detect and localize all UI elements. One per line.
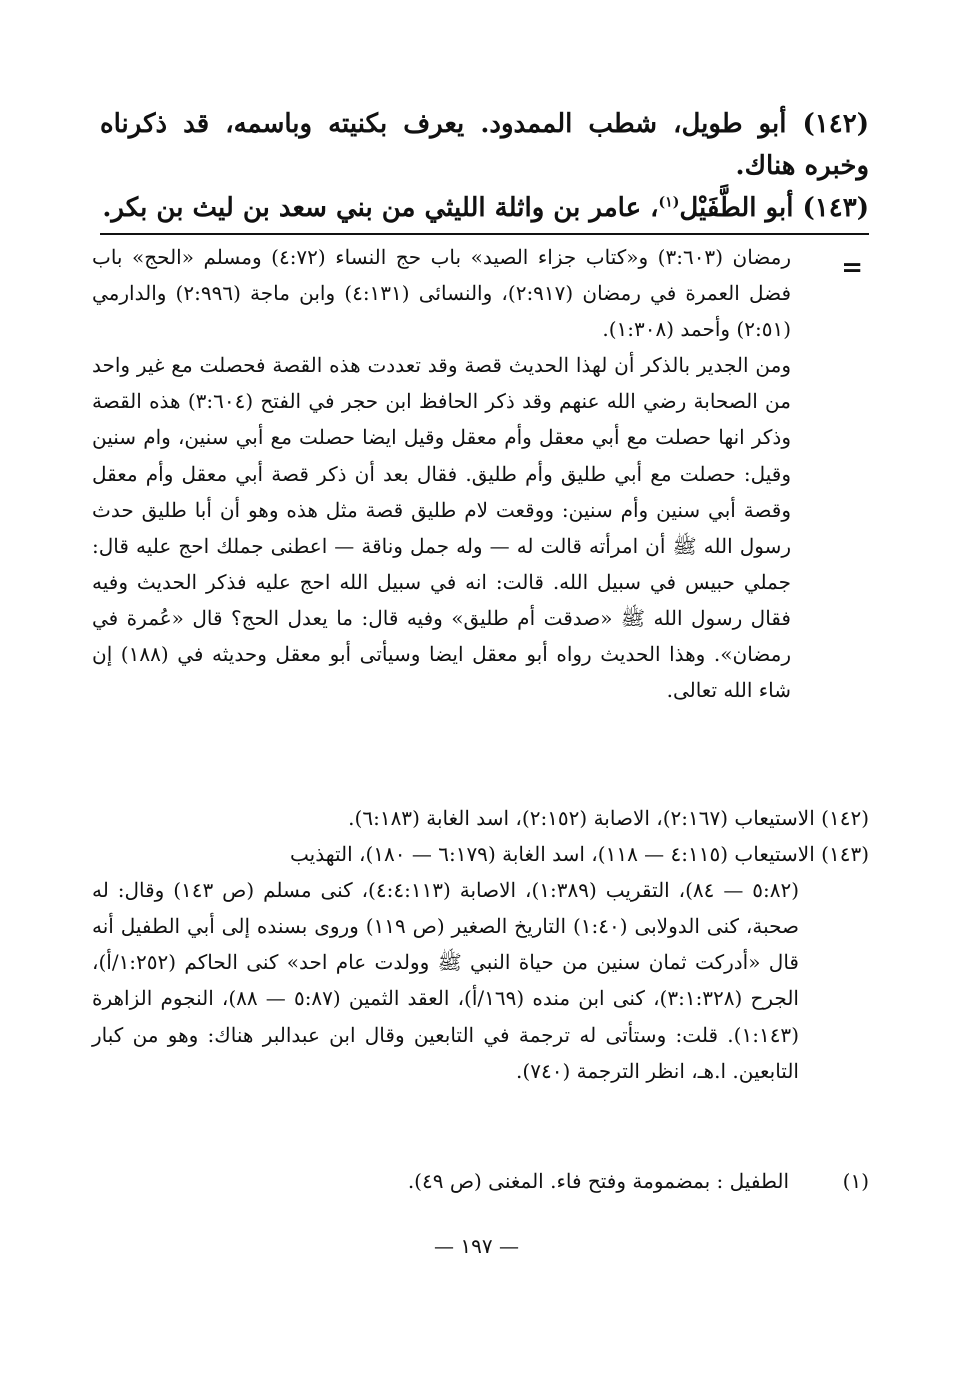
footnote — [92, 1163, 869, 1199]
reference-number: (١٤٣) — [821, 842, 869, 867]
reference-text: الاستيعاب (٤:١١٥ — ١١٨)، اسد الغابة (٦:١٧٩ — ١٨٠)، التهذيب — [290, 842, 815, 867]
continued-note — [92, 239, 791, 708]
reference-text: الاستيعاب (٢:١٦٧)، الاصابة (٢:١٥٢)، اسد الغابة (٦:١٨٣). — [348, 806, 815, 830]
entry-143-description: ، عامر بن واثلة الليثي من بني سعد بن ليث بن بكر. — [102, 193, 659, 223]
note-paragraph: ومن الجدير بالذكر أن لهذا الحديث قصة وقد تعددت هذه القصة فحصلت مع غير واحد من الصحابة رضي الله عنهم وقد ذكر الحافظ ابن حجر في الفتح (٣:٦٠٤) هذه القصة وذكر انها حصلت مع أبي معقل وأم معقل وقيل ايضا حصلت مع أبي سنين، وام سنين وقيل: حصلت مع أبي طليق وأم طليق. فقال بعد أن ذكر قصة أبي معقل وأم معقل وقصة أبي سنين وأم سنين: ووقعت لام طليق قصة مثل هذه وهو أن أبا طليق حدث رسول الله ﷺ أن امرأته قالت له — وله جمل وناقة — اعطنى جملك احج عليه قال: جملي حبيس في سبيل الله. قالت: انه في سبيل الله احج عليه فذكر الحديث وفيه فقال رسول الله ﷺ «صدقت أم طليق» وفيه قال: ما يعدل الحج؟ قال «عُمرة في رمضان». وهذا الحديث رواه أبو معقل ايضا وسيأتى أبو معقل وحديثه في (١٨٨) إن شاء الله تعالى. — [92, 353, 792, 703]
references — [92, 800, 869, 1089]
footnote-marker: (١) — [658, 194, 680, 211]
footnote-text: الطفيل : بمضمومة وفتح فاء. المغنى (ص ٤٩). — [407, 1169, 789, 1193]
footnote-separator — [100, 233, 869, 235]
reference-143-continued: (٥:٨٢ — ٨٤)، التقريب (١:٣٨٩)، الاصابة (٤:٤:١١٣)، كنى مسلم (ص ١٤٣) وقال: له صحبة، كنى الدولابى (١:٤٠) التاريخ الصغير (ص ١١٩) وروى بسنده إلى أبي الطفيل أنه قال «أدركت ثمان سنين من حياة النبي ﷺ وولدت عام احد» كنى الحاكم (١:٢٥٢/أ)، الجرح (٣:١:٣٢٨)، كنى ابن منده (١٦٩/أ)، العقد الثمين (٥:٨٧ — ٨٨)، النجوم الزاهرة (١:١٤٣). قلت: وستأتى له ترجمة في التابعين وقال ابن عبدالبر هناك: وهو من كبار التابعين. ا.هـ، انظر الترجمة (٧٤٠). — [92, 878, 800, 1083]
reference-143 — [92, 836, 869, 872]
entry-142: (١٤٢) أبو طويل، شطب الممدود. يعرف بكنيته وباسمه، قد ذكرناه وخبره هناك. — [100, 109, 869, 181]
main-text — [100, 103, 869, 229]
entry-143-name: (١٤٣) أبو الطَّفَيْل — [679, 193, 869, 223]
reference-142 — [92, 800, 869, 836]
footnote-number: (١) — [842, 1169, 869, 1193]
note-paragraph: رمضان (٣:٦٠٣) و«كتاب جزاء الصيد» باب حج النساء (٤:٧٢) ومسلم «الحج» باب فضل العمرة في رمضان (٢:٩١٧)، والنسائى (٤:١٣١) وابن ماجة (٢:٩٩٦) والدارمي (٢:٥١) وأحمد (١:٣٠٨). — [92, 245, 792, 342]
reference-number: (١٤٢) — [821, 806, 869, 830]
page-number: — ١٩٧ — — [434, 1234, 519, 1258]
entry-143 — [100, 187, 869, 229]
continuation-marker: = — [841, 253, 863, 283]
